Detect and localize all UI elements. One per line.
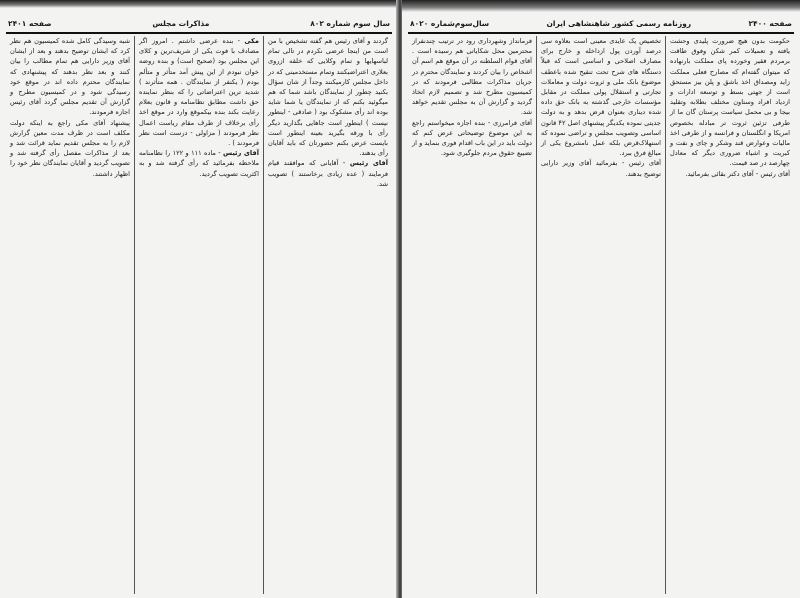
speaker-name: آقای رئیس xyxy=(223,149,259,158)
speaker-name: آقای رئیس xyxy=(349,159,388,168)
text-column xyxy=(408,36,537,594)
paragraph-text: گردند و آقای رئیس هم گفته تشخیص با من است من اینجا عرضی نکردم در تالی تمام لباسهایها و تمام وکلایی که خلقه ازروی بعلاری اعتراضبکنند وتمام مستخدمینی که در داخل مجلس کارمیکنند وجداً از شان سؤال بکنید چطور از نمایندگان باشد شما که هم میگوئید بکنم که از نمایندگان یا شما شاید بوده اند رأی مشکوک بود ( صادقی - اینطور نیست ) اینطور است جاهایی بگذارید دیگر رأی با ورقه بگیرید بعینه اینطور است بایست عرض بکنم حضورتان که باید آقایان رأی بدهند. xyxy=(268,37,388,158)
paragraph-text: فرمانداز وشهرداری رود در ترتیب چندنفراز محترمین محل شکایاتی هم رسیده است . آقای قوام السلطنه در آن موقع هم اسم آن اشخاص را بیان کردند و نمایندگان محترم در جریان مذاکرات مطالبی فرمودند که در کمیسیون مطرح شد و تصمیم لازم اتخاذ گردید و گزارش آن به مجلس تقدیم خواهد شد. xyxy=(412,37,532,117)
text-column xyxy=(537,36,666,594)
paragraph-text: آقای رئیس - آقای دکتر بقائی بفرمائید. xyxy=(685,169,790,178)
left-page xyxy=(0,0,398,598)
page-number: صفحه ۲۴۰۱ xyxy=(8,18,52,28)
paragraph-text: آقای فرامرزی - بنده اجازه میخواستم راجع به این موضوع توضیحاتی عرض کنم که دولت باید در این باب اقدام فوری بنماید و از تضییع حقوق مردم جلوگیری شود. xyxy=(412,118,532,158)
speaker-name: مکی xyxy=(244,37,259,45)
right-page xyxy=(402,0,800,598)
paragraph xyxy=(541,158,661,178)
text-column xyxy=(264,36,392,594)
paragraph xyxy=(10,36,130,118)
paragraph xyxy=(268,36,388,158)
page-header xyxy=(410,17,792,29)
paragraph-text: - آقایانی که موافقند قیام فرمایند ( عده زیادی برخاستند ) تصویب شد. xyxy=(268,159,388,188)
scan-edge xyxy=(402,0,800,12)
scan-edge xyxy=(0,0,398,8)
paragraph xyxy=(139,36,259,148)
text-column xyxy=(666,36,794,594)
paragraph-text: حکومت بدون هیچ ضرورت پلیدی وحشت یافته و تعمیلات کمر شکن وفوق طاقت برمردم فقیر وخورده پای مملکت بارنهاده که میتوان گفته‌ام که مصارح فعلی مملکت زاید ومصداق اخذ باشق و پلن بیز مستحق است از جهتی بسط و توسعه ادارات و ازدیاد افراد وستاون مختلف بطلابه وتقلید بیجا و بی محمل سیاست پرستان گان ما از طرفی تزئین ثروت تر مبادله بخصوص امریکا و انگلستان و فرانسه و از طرفی اخذ مالیات وعوارض قند وشکر و چای و نفت و کبریت و اشیاء ضروری دیگر که معادل چهارصد در صد قیمت. xyxy=(670,37,790,168)
paragraph-text: آقای رئیس - بفرمائید آقای وزیر دارایی توضیح بدهند. xyxy=(541,159,661,178)
paragraph-text: شبه وسیدگی کامل شده کمیسیون هم نظر کرد که ایشان توضیح بدهند و بعد از ایشان آقای وزیر دارایی هم تمام مطالب را بیان کنند و بعد نظر بدهند که پیشنهادی که نمایندگان محترم داده اند در موقع خود رسیدگی شود و در کمیسیون مطرح و گزارش آن تقدیم مجلس گردد آقای رئیس اجازه فرمودند. xyxy=(10,37,130,117)
paragraph-text: - ماده ۱۱۱ و ۱۲۲ را نظامنامه ملاحظه بفرمائید که رأی گرفته شد و به اکثریت تصویب گردید. xyxy=(139,149,259,178)
paragraph xyxy=(541,36,661,158)
page-header xyxy=(8,17,390,29)
page-number: صفحه ۲۴۰۰ xyxy=(748,18,792,28)
issue-number: سال‌سوم‌شماره ۸۰۲۰ xyxy=(410,18,490,28)
columns xyxy=(6,36,392,594)
text-column xyxy=(6,36,135,594)
paragraph xyxy=(139,148,259,179)
newspaper-title: روزنامه رسمی کشور شاهنشاهی ایران xyxy=(546,18,692,28)
paragraph xyxy=(670,169,790,179)
paragraph-text: تخصیص یک عایدی معینی است بعلاوه سی درصد آوردن پول ازداخله و خارج برای مصارف اصلاحی و اساسی است که قبلاً دستگاه های شرح تحت تنقیح شده باعطف موضوع بانک ملی و ثروت دولت و معاملات تجارتی و استقلال پولی مملکت در مقابل مؤسسات خارجی گذشته به بانک حق داده شده دیناری بعنوان قرض بدهد و به دولت جدیتی نموده یکدیگر پیشنهای اصل ۴۲ قانون اساسی وتصویب مجلس و تراضی نموده که استهلاک‌قرض بلکه عمل نامشروع یکی از مبالغ فرق ببرد. xyxy=(541,37,661,158)
header-rule xyxy=(6,32,392,34)
columns xyxy=(408,36,794,594)
section-title: مذاکرات مجلس xyxy=(152,18,210,28)
paragraph xyxy=(670,36,790,169)
issue-number: سال سوم شماره ۸۰۲ xyxy=(310,18,390,28)
paragraph xyxy=(412,36,532,118)
text-column xyxy=(135,36,264,594)
paragraph xyxy=(10,118,130,179)
paragraph xyxy=(268,158,388,189)
paragraph xyxy=(412,118,532,159)
paragraph-text: پیشنهاد آقای مکی راجع به اینکه دولت مکلف است در ظرف مدت معین گزارش لازم را به مجلس تقدیم نماید قرائت شد و بعد از مذاکرات مفصل رأی گرفته شد و تصویب گردید و آقایان نمایندگان نظر خود را اظهار داشتند. xyxy=(10,118,130,178)
header-rule xyxy=(408,32,794,34)
paragraph-text: - بنده عرضی داشتم . امروز اگر مصادف با فوت یکی از شریف‌ترین و کلای این مجلس بود (صحیح است) و بنده روضه خوان نبودم از این پیش آمد متأثر و متألم بودم ( یکنفر از نمایندگان . همه متأثرند ) شدید ترین اعتراضاتی را که بنظر نماینده حق داشت مطابق نظامنامه و قانون بعلام رعایت بکند بنده بیکموقع وارد در موقع اخذ رأی برخلاف از طرف مقام ریاست اعمال نظر فرمودند ( مزاولی - درست است نظر فرمودند ) . xyxy=(139,37,259,148)
